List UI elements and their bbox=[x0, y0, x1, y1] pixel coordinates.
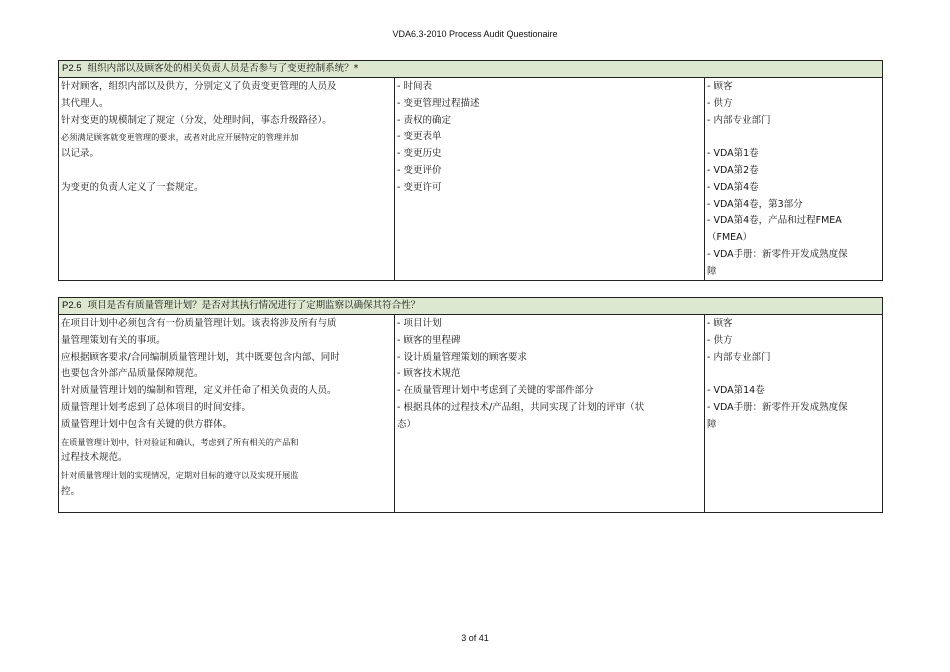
page-number: 3 of 41 bbox=[461, 633, 489, 643]
question-section-p2-6 bbox=[58, 297, 883, 513]
requirement-line: 针对质量管理计划的实现情况，定期对目标的遵守以及实现开展监 bbox=[61, 470, 299, 481]
blank-line bbox=[707, 366, 879, 383]
reference-item: （FMEA） bbox=[707, 232, 753, 244]
evidence-item: - 变更历史 bbox=[397, 148, 442, 160]
question-code: P2.5 bbox=[62, 63, 82, 74]
question-text: 组织内部以及顾客处的相关负责人员是否参与了变更控制系统？* bbox=[87, 63, 359, 74]
requirements-column bbox=[59, 78, 395, 280]
evidence-item: - 设计质量管理策划的顾客要求 bbox=[397, 351, 527, 363]
reference-item: - VDA第14卷 bbox=[707, 385, 765, 397]
reference-item: - VDA第4卷 bbox=[707, 181, 759, 193]
requirement-line: 针对质量管理计划的编制和管理，定义并任命了相关负责的人员。 bbox=[61, 385, 337, 397]
references-column bbox=[705, 315, 881, 512]
evidence-item: - 时间表 bbox=[397, 81, 432, 92]
reference-item: - VDA第2卷 bbox=[707, 164, 759, 176]
reference-item: - VDA第1卷 bbox=[707, 148, 759, 160]
question-code: P2.6 bbox=[62, 300, 82, 311]
blank-line bbox=[61, 163, 392, 180]
evidence-item: - 变更管理过程描述 bbox=[397, 97, 480, 109]
evidence-item: - 责权的确定 bbox=[397, 114, 451, 126]
requirement-line: 也要包含外部产品质量保障规范。 bbox=[61, 368, 204, 380]
reference-item: 障 bbox=[707, 265, 717, 277]
requirements-column bbox=[59, 315, 395, 512]
reference-item: - 供方 bbox=[707, 334, 733, 346]
evidence-item: - 变更表单 bbox=[397, 131, 442, 143]
references-column bbox=[705, 78, 881, 280]
evidence-column bbox=[395, 315, 705, 512]
requirement-line: 质量管理计划中包含有关键的供方群体。 bbox=[61, 418, 233, 430]
requirement-line: 控。 bbox=[61, 485, 81, 497]
reference-item: - 顾客 bbox=[707, 318, 733, 329]
reference-item: - 内部专业部门 bbox=[707, 351, 771, 363]
blank-line bbox=[707, 129, 879, 146]
evidence-item: - 顾客技术规范 bbox=[397, 368, 461, 380]
evidence-item: - 顾客的里程碑 bbox=[397, 334, 461, 346]
reference-item: - 内部专业部门 bbox=[707, 114, 771, 126]
reference-item: - VDA第4卷，第3部分 bbox=[707, 198, 803, 210]
requirement-line: 在项目计划中必须包含有一份质量管理计划。该表将涉及所有与质 bbox=[61, 318, 337, 329]
requirement-line: 量管理策划有关的事项。 bbox=[61, 334, 166, 346]
reference-item: - VDA手册：新零件开发成熟度保 bbox=[707, 248, 848, 260]
requirement-line: 其代理人。 bbox=[61, 97, 109, 109]
evidence-item: - 根据具体的过程技术/产品组，共同实现了计划的评审（状 bbox=[397, 401, 645, 413]
evidence-column bbox=[395, 78, 705, 280]
requirement-line: 过程技术规范。 bbox=[61, 452, 128, 464]
reference-item: 障 bbox=[707, 418, 717, 430]
question-title bbox=[59, 61, 882, 78]
requirement-line: 针对变更的规模制定了规定（分发，处理时间，事态升级路径）。 bbox=[61, 114, 332, 126]
evidence-item: - 项目计划 bbox=[397, 318, 442, 329]
evidence-item: - 变更评价 bbox=[397, 164, 442, 176]
requirement-line: 以记录。 bbox=[61, 148, 100, 160]
requirement-line: 必须满足顾客就变更管理的要求，或者对此应开展特定的管理并加 bbox=[61, 132, 299, 143]
evidence-item: - 在质量管理计划中考虑到了关键的零部件部分 bbox=[397, 385, 594, 397]
requirement-line: 针对顾客，组织内部以及供方，分别定义了负责变更管理的人员及 bbox=[61, 81, 337, 92]
reference-item: - 顾客 bbox=[707, 81, 733, 92]
page-header: VDA6.3-2010 Process Audit Questionaire bbox=[392, 29, 558, 39]
requirement-line: 为变更的负责人定义了一套规定。 bbox=[61, 181, 204, 193]
reference-item: - VDA手册：新零件开发成熟度保 bbox=[707, 401, 848, 413]
evidence-item: 态） bbox=[397, 418, 417, 430]
reference-item: - VDA第4卷，产品和过程FMEA bbox=[707, 215, 842, 227]
evidence-item: - 变更许可 bbox=[397, 181, 442, 193]
question-title bbox=[59, 298, 882, 315]
question-text: 项目是否有质量管理计划？是否对其执行情况进行了定期监察以确保其符合性？ bbox=[87, 300, 421, 311]
requirement-line: 在质量管理计划中，针对验证和确认，考虑到了所有相关的产品和 bbox=[61, 436, 299, 447]
requirement-line: 应根据顾客要求/合同编制质量管理计划，其中既要包含内部、同时 bbox=[61, 351, 340, 363]
question-section-p2-5 bbox=[58, 60, 883, 281]
reference-item: - 供方 bbox=[707, 97, 733, 109]
requirement-line: 质量管理计划考虑到了总体项目的时间安排。 bbox=[61, 401, 252, 413]
